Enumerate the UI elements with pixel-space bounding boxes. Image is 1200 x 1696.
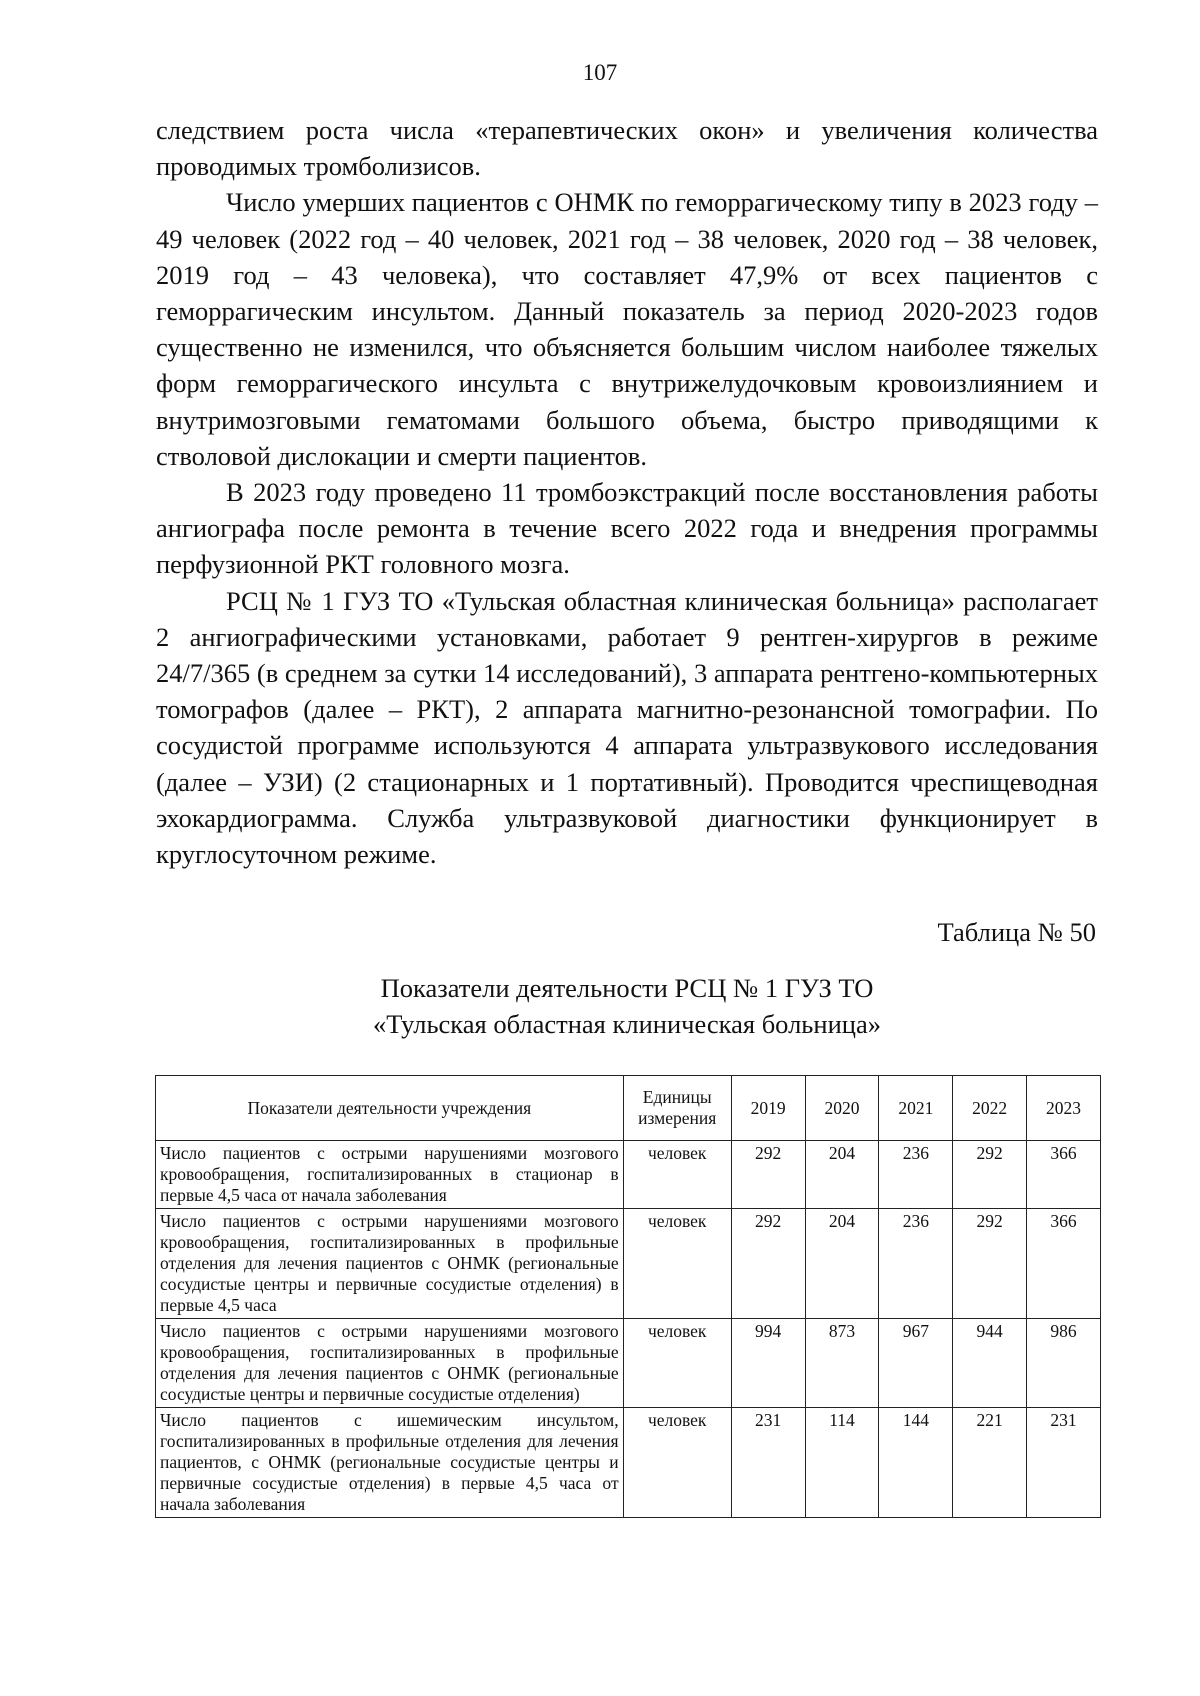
header-year: 2023 xyxy=(1027,1076,1101,1141)
paragraph: следствием роста числа «терапевтических окон» и увеличения количества проводимых тромболизисов. xyxy=(156,115,1098,182)
header-year: 2019 xyxy=(731,1076,805,1141)
value-cell: 144 xyxy=(879,1408,953,1518)
header-indicator: Показатели деятельности учреждения xyxy=(156,1076,624,1141)
value-cell: 204 xyxy=(805,1209,879,1319)
paragraph: РСЦ № 1 ГУЗ ТО «Тульская областная клиническая больница» располагает 2 ангиографическими установками, работает 9 рентген-хирургов в режиме 24/7/365 (в среднем за сутки 14 исследований), 3 аппарата рентгено-компьютерных томографов (далее – РКТ), 2 аппарата магнитно-резонансной томографии. По сосудистой программе используются 4 аппарата ультразвукового исследования (далее – УЗИ) (2 стационарных и 1 портативный). Проводится чреспищеводная эхокардиограмма. Служба ультразвуковой диагностики функционирует в круглосуточном режиме. xyxy=(156,585,1098,870)
table-row xyxy=(156,1141,1101,1209)
value-cell: 366 xyxy=(1027,1141,1101,1209)
value-cell: 114 xyxy=(805,1408,879,1518)
table-row xyxy=(156,1319,1101,1408)
indicator-cell: Число пациентов с острыми нарушениями мозгового кровообращения, госпитализированных в профильные отделения для лечения пациентов с ОНМК (региональные сосудистые центры и первичные сосудистые отделения) xyxy=(156,1319,624,1408)
value-cell: 292 xyxy=(731,1209,805,1319)
value-cell: 986 xyxy=(1027,1319,1101,1408)
header-year: 2022 xyxy=(953,1076,1027,1141)
table-title-line: Показатели деятельности РСЦ № 1 ГУЗ ТО xyxy=(380,973,874,1003)
value-cell: 994 xyxy=(731,1319,805,1408)
indicator-cell: Число пациентов с острыми нарушениями мозгового кровообращения, госпитализированных в стационар в первые 4,5 часа от начала заболевания xyxy=(156,1141,624,1209)
unit-cell: человек xyxy=(623,1141,731,1209)
value-cell: 967 xyxy=(879,1319,953,1408)
value-cell: 366 xyxy=(1027,1209,1101,1319)
value-cell: 221 xyxy=(953,1408,1027,1518)
value-cell: 236 xyxy=(879,1141,953,1209)
paragraph: В 2023 году проведено 11 тромбоэкстракций после восстановления работы ангиографа после ремонта в течение всего 2022 года и внедрения программы перфузионной РКТ головного мозга. xyxy=(156,477,1098,580)
body-text xyxy=(156,112,1098,872)
header-year: 2021 xyxy=(879,1076,953,1141)
table-title-line: «Тульская областная клиническая больница» xyxy=(373,1009,881,1039)
indicator-cell: Число пациентов с ишемическим инсультом, госпитализированных в профильные отделения для лечения пациентов, с ОНМК (региональные сосудистые центры и первичные сосудистые отделения) в первые 4,5 часа от начала заболевания xyxy=(156,1408,624,1518)
table-row xyxy=(156,1408,1101,1518)
paragraph: Число умерших пациентов с ОНМК по геморрагическому типу в 2023 году – 49 человек (2022 год – 40 человек, 2021 год – 38 человек, 2020 год – 38 человек, 2019 год – 43 человека), что составляет 47,9% от всех пациентов с геморрагическим инсультом. Данный показатель за период 2020-2023 годов существенно не изменился, что объясняется большим числом наиболее тяжелых форм геморрагического инсульта с внутрижелудочковым кровоизлиянием и внутримозговыми гематомами большого объема, быстро приводящими к стволовой дислокации и смерти пациентов. xyxy=(156,187,1098,471)
table-label: Таблица № 50 xyxy=(937,917,1096,947)
value-cell: 231 xyxy=(731,1408,805,1518)
indicators-table xyxy=(155,1075,1101,1518)
value-cell: 292 xyxy=(731,1141,805,1209)
header-year: 2020 xyxy=(805,1076,879,1141)
header-unit: Единицы измерения xyxy=(623,1076,731,1141)
value-cell: 231 xyxy=(1027,1408,1101,1518)
table-row xyxy=(156,1209,1101,1319)
value-cell: 944 xyxy=(953,1319,1027,1408)
value-cell: 292 xyxy=(953,1209,1027,1319)
value-cell: 873 xyxy=(805,1319,879,1408)
table-title xyxy=(156,970,1098,1042)
unit-cell: человек xyxy=(623,1209,731,1319)
page-number: 107 xyxy=(582,60,618,85)
table-header-row xyxy=(156,1076,1101,1141)
value-cell: 236 xyxy=(879,1209,953,1319)
unit-cell: человек xyxy=(623,1319,731,1408)
indicator-cell: Число пациентов с острыми нарушениями мозгового кровообращения, госпитализированных в профильные отделения для лечения пациентов с ОНМК (региональные сосудистые центры и первичные сосудистые отделения) в первые 4,5 часа xyxy=(156,1209,624,1319)
unit-cell: человек xyxy=(623,1408,731,1518)
value-cell: 292 xyxy=(953,1141,1027,1209)
value-cell: 204 xyxy=(805,1141,879,1209)
